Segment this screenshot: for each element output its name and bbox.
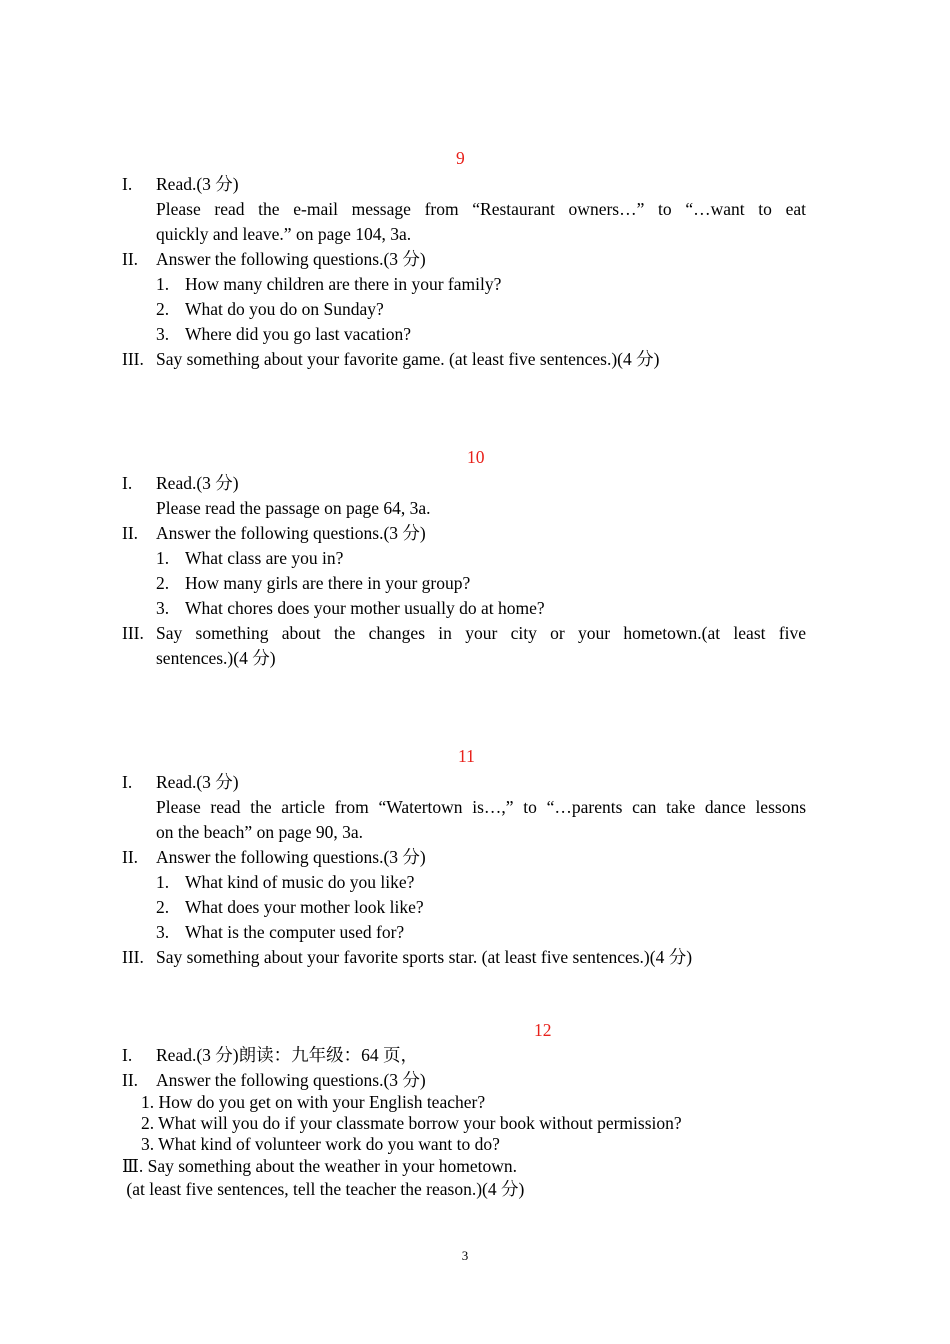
item-heading: Answer the following questions.(3 分) xyxy=(156,847,426,867)
question: 1. How do you get on with your English teacher? xyxy=(141,1092,486,1112)
roman-numeral: III. xyxy=(122,623,144,643)
item-heading: Answer the following questions.(3 分) xyxy=(156,249,426,269)
question-number: 3. xyxy=(156,922,170,942)
roman-numeral: I. xyxy=(122,174,133,194)
question-number: 1. xyxy=(156,548,170,568)
section-number: 12 xyxy=(534,1020,552,1040)
roman-numeral: II. xyxy=(122,1070,139,1090)
page-number: 3 xyxy=(461,1248,469,1263)
item-heading: Read.(3 分) xyxy=(156,772,239,792)
question-number: 2. xyxy=(156,897,170,917)
question: 3. What kind of volunteer work do you want to do? xyxy=(141,1134,500,1154)
item-heading: Read.(3 分) xyxy=(156,473,239,493)
instruction-line: on the beach” on page 90, 3a. xyxy=(156,822,364,842)
item-heading: Say something about your favorite game. (at least five sentences.)(4 分) xyxy=(156,349,660,369)
question-number: 2. xyxy=(156,299,170,319)
roman-numeral: I. xyxy=(122,473,133,493)
question-number: 2. xyxy=(156,573,170,593)
question-text: Where did you go last vacation? xyxy=(185,324,411,344)
question: 2. What will you do if your classmate borrow your book without permission? xyxy=(141,1113,682,1133)
question-number: 1. xyxy=(156,274,170,294)
question-number: 1. xyxy=(156,872,170,892)
item-heading: Read.(3 分)朗读：九年级：64 页， xyxy=(156,1045,418,1065)
question-text: What is the computer used for? xyxy=(185,922,405,942)
instruction-line: quickly and leave.” on page 104, 3a. xyxy=(156,224,412,244)
section-number: 11 xyxy=(458,746,475,766)
item-heading: sentences.)(4 分) xyxy=(156,648,276,668)
roman-numeral: III. xyxy=(122,947,144,967)
roman-numeral: II. xyxy=(122,523,139,543)
question-text: What kind of music do you like? xyxy=(185,872,415,892)
question-text: How many children are there in your family? xyxy=(185,274,502,294)
instruction-line: Please read the e-mail message from “Restaurant owners…” to “…want to eat xyxy=(156,199,806,219)
question-text: What do you do on Sunday? xyxy=(185,299,384,319)
roman-numeral: I. xyxy=(122,1045,133,1065)
instruction-line: Please read the passage on page 64, 3a. xyxy=(156,498,431,518)
roman-numeral: III. xyxy=(122,349,144,369)
question-text: What class are you in? xyxy=(185,548,344,568)
item-heading: Say something about your favorite sports star. (at least five sentences.)(4 分) xyxy=(156,947,693,967)
roman-numeral: II. xyxy=(122,847,139,867)
section-number: 9 xyxy=(456,148,465,168)
item-heading: Answer the following questions.(3 分) xyxy=(156,1070,426,1090)
item-speak-cont: (at least five sentences, tell the teacher the reason.)(4 分) xyxy=(122,1179,525,1199)
item-heading: Answer the following questions.(3 分) xyxy=(156,523,426,543)
question-number: 3. xyxy=(156,598,170,618)
section-number: 10 xyxy=(467,447,485,467)
question-text: What does your mother look like? xyxy=(185,897,424,917)
item-speak: Ⅲ. Say something about the weather in your hometown. xyxy=(122,1156,517,1176)
question-text: How many girls are there in your group? xyxy=(185,573,471,593)
question-number: 3. xyxy=(156,324,170,344)
roman-numeral: I. xyxy=(122,772,133,792)
roman-numeral: II. xyxy=(122,249,139,269)
instruction-line: Please read the article from “Watertown is…,” to “…parents can take dance lessons xyxy=(156,797,806,817)
question-text: What chores does your mother usually do at home? xyxy=(185,598,545,618)
item-heading: Read.(3 分) xyxy=(156,174,239,194)
item-heading: Say something about the changes in your city or your hometown.(at least five xyxy=(156,623,806,643)
